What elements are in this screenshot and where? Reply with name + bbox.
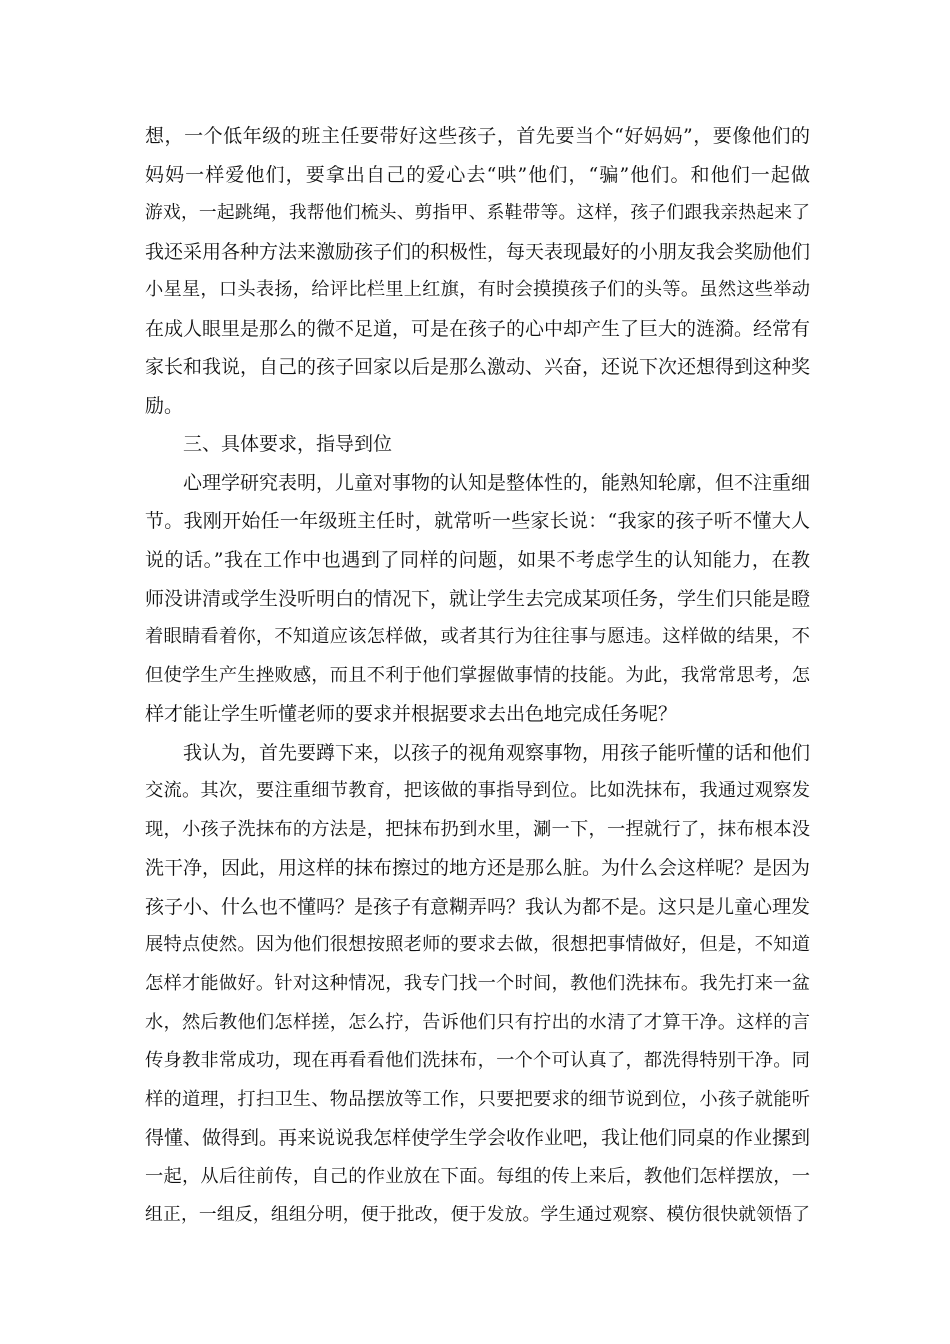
text-line: 小星星，口头表扬，给评比栏里上红旗，有时会摸摸孩子们的头等。虽然这些举动 — [145, 279, 810, 301]
text-line: 展特点使然。因为他们很想按照老师的要求去做，很想把事情做好，但是，不知道 — [145, 934, 810, 956]
text-line: 在成人眼里是那么的微不足道，可是在孩子的心中却产生了巨大的涟漪。经常有 — [145, 317, 810, 340]
text-line: 我还采用各种方法来激励孩子们的积极性，每天表现最好的小朋友我会奖励他们 — [145, 240, 810, 263]
text-line: 但使学生产生挫败感，而且不利于他们掌握做事情的技能。为此，我常常思考，怎 — [145, 664, 810, 686]
text-line: 怎样才能做好。针对这种情况，我专门找一个时间，教他们洗抹布。我先打来一盆 — [145, 973, 810, 995]
text-line: 心理学研究表明，儿童对事物的认知是整体性的，能熟知轮廓，但不注重细 — [183, 471, 810, 494]
text-line: 想，一个低年级的班主任要带好这些孩子，首先要当个“好妈妈”，要像他们的 — [145, 125, 810, 147]
text-line: 游戏，一起跳绳，我帮他们梳头、剪指甲、系鞋带等。这样，孩子们跟我亲热起来了 — [145, 203, 810, 224]
text-line: 孩子小、什么也不懂吗？是孩子有意糊弄吗？我认为都不是。这只是儿童心理发 — [145, 895, 810, 918]
text-line: 节。我刚开始任一年级班主任时，就常听一些家长说：“我家的孩子听不懂大人 — [145, 510, 810, 533]
text-line: 洗干净，因此，用这样的抹布擦过的地方还是那么脏。为什么会这样呢？是因为 — [145, 857, 810, 880]
text-line: 一起，从后往前传，自己的作业放在下面。每组的传上来后，教他们怎样摆放，一 — [145, 1165, 810, 1187]
text-line: 交流。其次，要注重细节教育，把该做的事指导到位。比如洗抹布，我通过观察发 — [145, 780, 810, 802]
text-line: 三、具体要求，指导到位 — [183, 433, 393, 456]
text-line: 家长和我说，自己的孩子回家以后是那么激动、兴奋，还说下次还想得到这种奖 — [145, 356, 810, 379]
text-line: 现，小孩子洗抹布的方法是，把抹布扔到水里，涮一下，一捏就行了，抹布根本没 — [145, 818, 810, 840]
text-line: 我认为，首先要蹲下来，以孩子的视角观察事物，用孩子能听懂的话和他们 — [183, 741, 810, 764]
text-line: 样的道理，打扫卫生、物品摆放等工作，只要把要求的细节说到位，小孩子就能听 — [145, 1088, 810, 1110]
body-text — [145, 117, 810, 1235]
text-line: 励。 — [145, 394, 184, 417]
text-line: 说的话。”我在工作中也遇到了同样的问题，如果不考虑学生的认知能力，在教 — [145, 549, 810, 572]
text-line: 组正，一组反，组组分明，便于批改，便于发放。学生通过观察、模仿很快就领悟了 — [145, 1205, 810, 1226]
text-line: 着眼睛看着你，不知道应该怎样做，或者其行为往往事与愿违。这样做的结果，不 — [145, 626, 810, 648]
text-line: 妈妈一样爱他们，要拿出自己的爱心去“哄”他们，“骗”他们。和他们一起做 — [145, 163, 810, 186]
text-line: 样才能让学生听懂老师的要求并根据要求去出色地完成任务呢？ — [145, 703, 678, 726]
text-line: 传身教非常成功，现在再看看他们洗抹布，一个个可认真了，都洗得特别干净。同 — [145, 1050, 810, 1072]
text-line: 师没讲清或学生没听明白的情况下，就让学生去完成某项任务，学生们只能是瞪 — [145, 587, 810, 610]
text-line: 得懂、做得到。再来说说我怎样使学生学会收作业吧，我让他们同桌的作业摞到 — [145, 1127, 810, 1150]
text-line: 水，然后教他们怎样搓，怎么拧，告诉他们只有拧出的水清了才算干净。这样的言 — [145, 1011, 810, 1033]
